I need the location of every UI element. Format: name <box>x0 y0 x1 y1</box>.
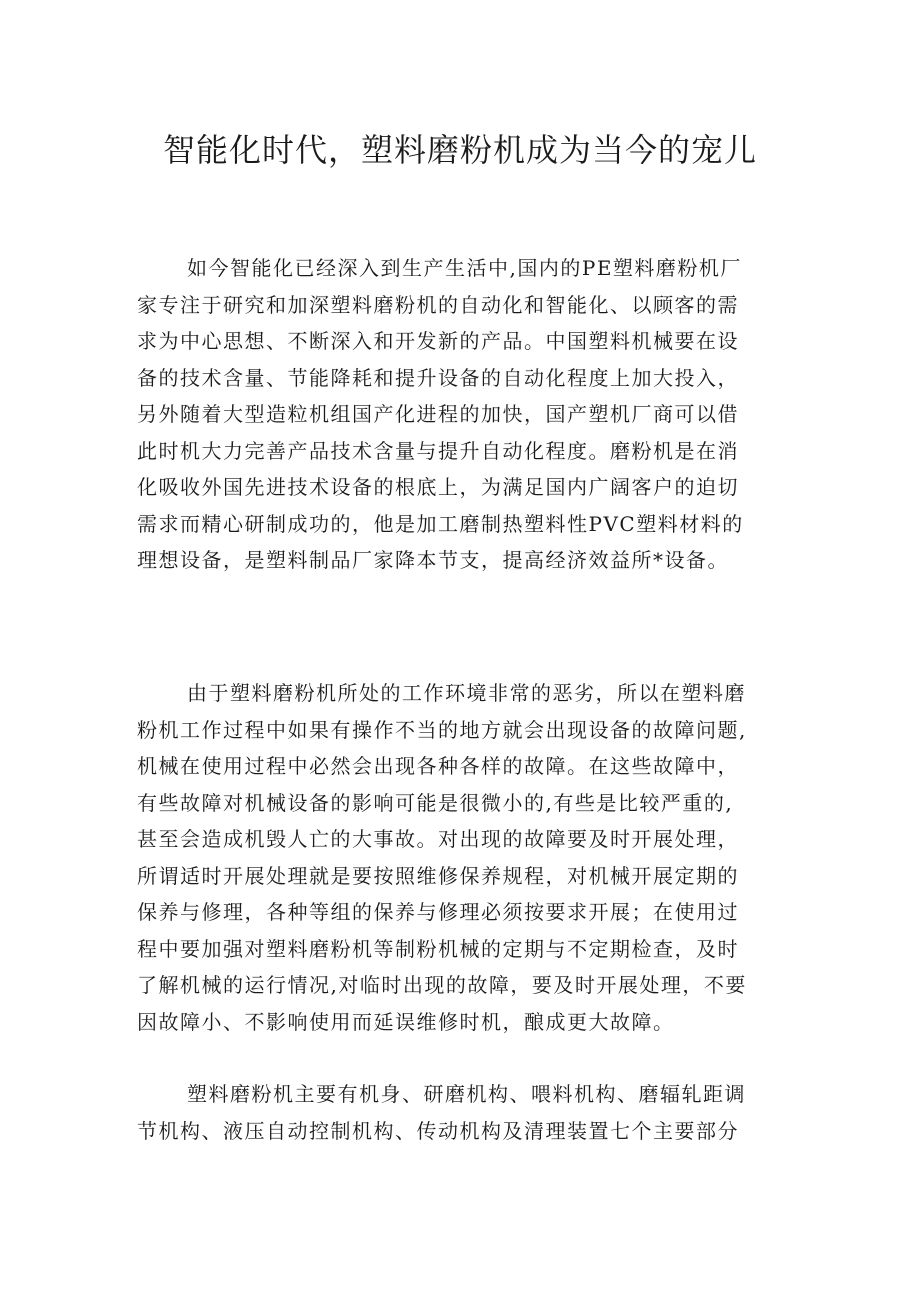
paragraph-machine-components <box>137 1076 797 1149</box>
paragraph-line: 如今智能化已经深入到生产生活中,国内的PE塑料磨粉机厂 <box>187 256 742 280</box>
paragraph-line: 程中要加强对塑料磨粉机等制粉机械的定期与不定期检查，及时 <box>137 936 739 961</box>
paragraph-line: 求为中心思想、不断深入和开发新的产品。中国塑料机械要在设 <box>137 329 739 353</box>
document-title: 智能化时代，塑料磨粉机成为当今的宠儿 <box>162 131 757 169</box>
paragraph-intelligent-era <box>137 250 797 579</box>
paragraph-line: 保养与修理，各种等组的保养与修理必须按要求开展；在使用过 <box>137 900 739 924</box>
paragraph-line: 需求而精心研制成功的，他是加工磨制热塑料性PVC塑料材料的 <box>137 511 744 536</box>
paragraph-line: 备的技术含量、节能降耗和提升设备的自动化程度上加大投入， <box>137 365 739 390</box>
paragraph-line: 塑料磨粉机主要有机身、研磨机构、喂料机构、磨辐轧距调 <box>187 1082 746 1106</box>
paragraph-line: 有些故障对机械设备的影响可能是很微小的,有些是比较严重的, <box>137 790 734 815</box>
paragraph-line: 因故障小、不影响使用而延误维修时机，酿成更大故障。 <box>137 1009 675 1034</box>
paragraph-line: 化吸收外国先进技术设备的根底上，为满足国内广阔客户的迫切 <box>137 475 739 499</box>
paragraph-line: 机械在使用过程中必然会出现各种各样的故障。在这些故障中， <box>137 754 739 778</box>
paragraph-line: 所谓适时开展处理就是要按照维修保养规程，对机械开展定期的 <box>137 863 739 888</box>
paragraph-line: 节机构、液压自动控制机构、传动机构及清理装置七个主要部分 <box>137 1118 739 1143</box>
paragraph-line: 粉机工作过程中如果有操作不当的地方就会出现设备的故障问题, <box>137 717 747 742</box>
paragraph-line: 甚至会造成机毁人亡的大事故。对出现的故障要及时开展处理， <box>137 827 739 851</box>
paragraph-line: 由于塑料磨粉机所处的工作环境非常的恶劣，所以在塑料磨 <box>187 681 746 705</box>
paragraph-line: 家专注于研究和加深塑料磨粉机的自动化和智能化、以顾客的需 <box>137 292 739 317</box>
paragraph-line: 另外随着大型造粒机组国产化进程的加快，国产塑机厂商可以借 <box>137 402 739 426</box>
paragraph-line: 此时机大力完善产品技术含量与提升自动化程度。磨粉机是在消 <box>137 438 739 463</box>
paragraph-line: 理想设备，是塑料制品厂家降本节支，提高经济效益所*设备。 <box>137 548 729 572</box>
paragraph-line: 了解机械的运行情况,对临时出现的故障，要及时开展处理，不要 <box>137 973 747 997</box>
paragraph-fault-handling <box>137 675 797 1040</box>
